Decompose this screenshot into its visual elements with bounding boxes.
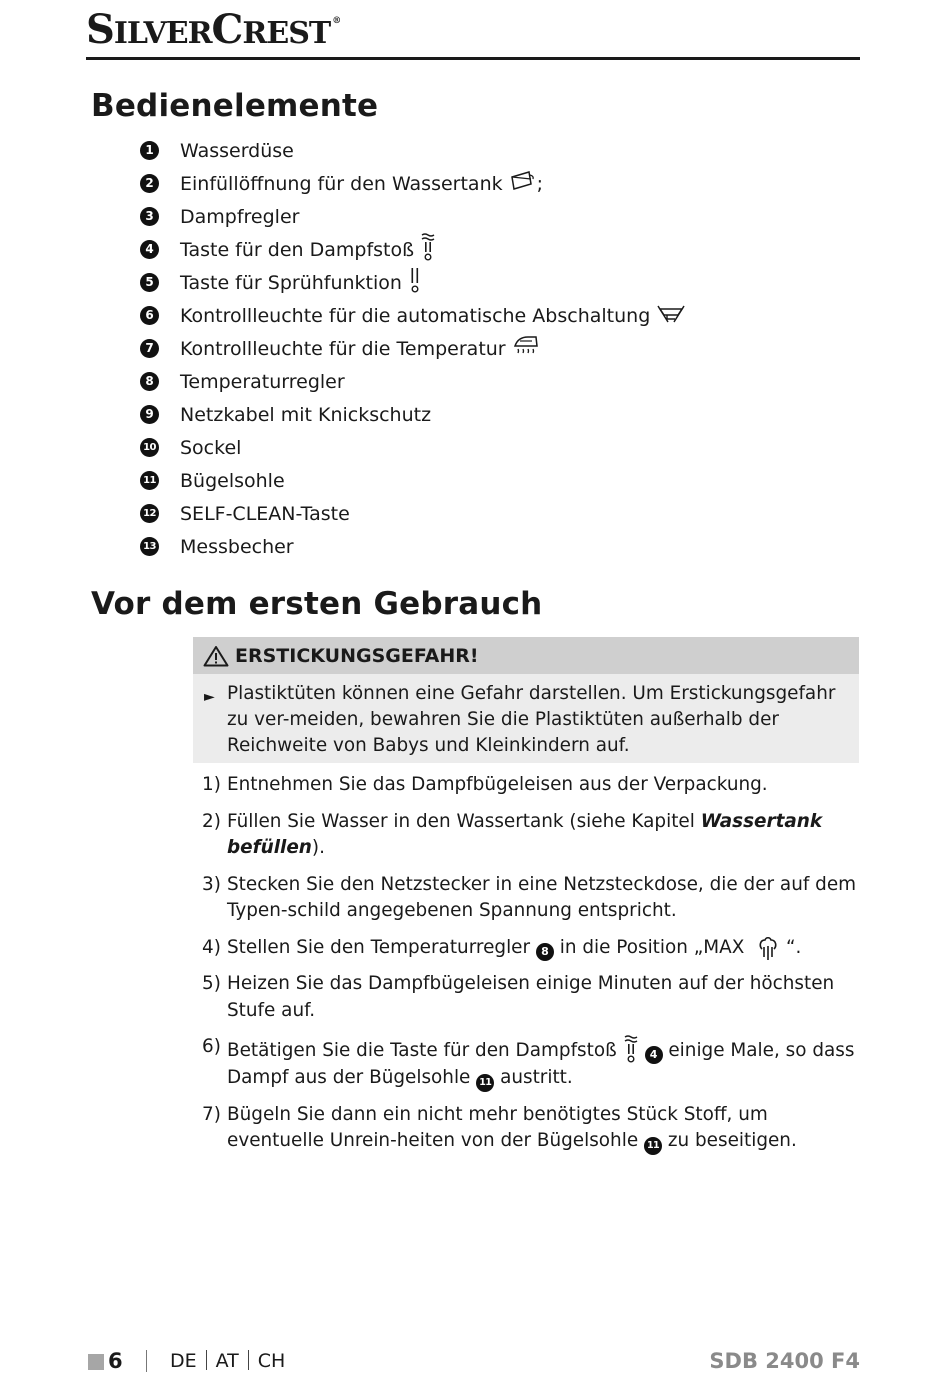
warning-body [193,674,859,759]
spray-icon [408,265,422,300]
step-3: 3) Stecken Sie den Netzstecker in eine Netzsteckdose, die der auf dem Typen-schild angegebenen Spannung entspricht. [202,873,857,921]
control-item [140,167,686,200]
arrow-bullet-icon: ► [204,689,215,705]
item-number: 2 [140,174,159,193]
control-item [140,233,686,266]
warning-title: ERSTICKUNGSGEFAHR! [235,644,479,667]
controls-list [140,134,686,563]
control-item [140,497,686,530]
page-number: 6 [108,1349,123,1373]
item-number: 7 [140,339,159,358]
model-number: SDB 2400 F4 [709,1349,860,1373]
item-label: Wasserdüse [180,139,294,162]
auto-off-icon [656,300,686,331]
control-item [140,332,686,365]
footer-divider [146,1350,147,1372]
item-number: 1 [140,141,159,160]
warning-triangle-icon [203,645,229,667]
item-label: Kontrollleuchte für die automatische Abschaltung [180,304,651,327]
control-item [140,398,686,431]
page-footer [86,1347,860,1377]
item-label: Kontrollleuchte für die Temperatur [180,337,506,360]
item-label: Einfüllöffnung für den Wassertank [180,172,503,195]
step-1: 1) Entnehmen Sie das Dampfbügeleisen aus der Verpackung. [202,774,768,795]
steam-burst-icon [420,232,436,267]
control-item [140,365,686,398]
item-label: Messbecher [180,535,294,558]
item-number: 3 [140,207,159,226]
step-2: 2) Füllen Sie Wasser in den Wassertank (siehe Kapitel Wassertank befüllen). [202,810,823,858]
warning-text: Plastiktüten können eine Gefahr darstellen. Um Erstickungsgefahr zu ver-meiden, bewahren Sie die Plastiktüten außerhalb der Reichweite von Babys und Kleinkindern auf. [227,683,836,756]
item-number: 4 [140,240,159,259]
ref-number: 11 [644,1137,662,1155]
item-label: Taste für Sprühfunktion [180,271,402,294]
brand-logo: SILVERCREST ® [86,6,341,53]
item-label: Dampfregler [180,205,300,228]
language-codes: DE AT CH [170,1350,286,1372]
step-4: 4) Stellen Sie den Temperaturregler 8 in die Position „MAX “. [202,935,862,962]
ref-number: 4 [645,1046,663,1064]
control-item [140,464,686,497]
ref-number: 11 [476,1074,494,1092]
control-item [140,299,686,332]
first-use-steps [202,772,862,1165]
control-item [140,134,686,167]
item-suffix: ; [536,172,544,195]
control-item [140,530,686,563]
control-item [140,266,686,299]
section-title-first-use: Vor dem ersten Gebrauch [91,586,543,622]
steam-burst-icon [623,1034,639,1064]
step-6: 6) Betätigen Sie die Taste für den Dampfstoß 4 einige Male, so dass Dampf aus der Bügelsohle 11 austritt. [202,1034,862,1092]
item-label: Sockel [180,436,242,459]
item-number: 6 [140,306,159,325]
item-number: 11 [140,471,159,490]
item-label: Temperaturregler [180,370,345,393]
water-tank-icon [509,170,537,197]
item-number: 8 [140,372,159,391]
item-number: 5 [140,273,159,292]
chapter-reference: Wassertank befüllen [227,810,823,858]
item-number: 9 [140,405,159,424]
warning-box [193,637,859,763]
item-number: 10 [140,438,159,457]
ref-number: 8 [536,943,554,961]
item-label: Bügelsohle [180,469,285,492]
header-rule [86,57,860,60]
item-label: SELF-CLEAN-Taste [180,502,350,525]
temperature-iron-icon [512,334,540,363]
item-label: Netzkabel mit Knickschutz [180,403,432,426]
control-item [140,431,686,464]
warning-header [193,637,859,674]
step-7: 7) Bügeln Sie dann ein nicht mehr benötigtes Stück Stoff, um eventuelle Unrein-heiten von der Bügelsohle 11 zu beseitigen. [202,1102,862,1156]
footer-square-icon [88,1354,104,1370]
section-title-controls: Bedienelemente [91,88,379,124]
max-steam-icon [756,935,780,961]
item-label: Taste für den Dampfstoß [180,238,415,261]
item-number: 12 [140,504,159,523]
item-number: 13 [140,537,159,556]
control-item [140,200,686,233]
step-5: 5) Heizen Sie das Dampfbügeleisen einige Minuten auf der höchsten Stufe auf. [202,973,835,1021]
